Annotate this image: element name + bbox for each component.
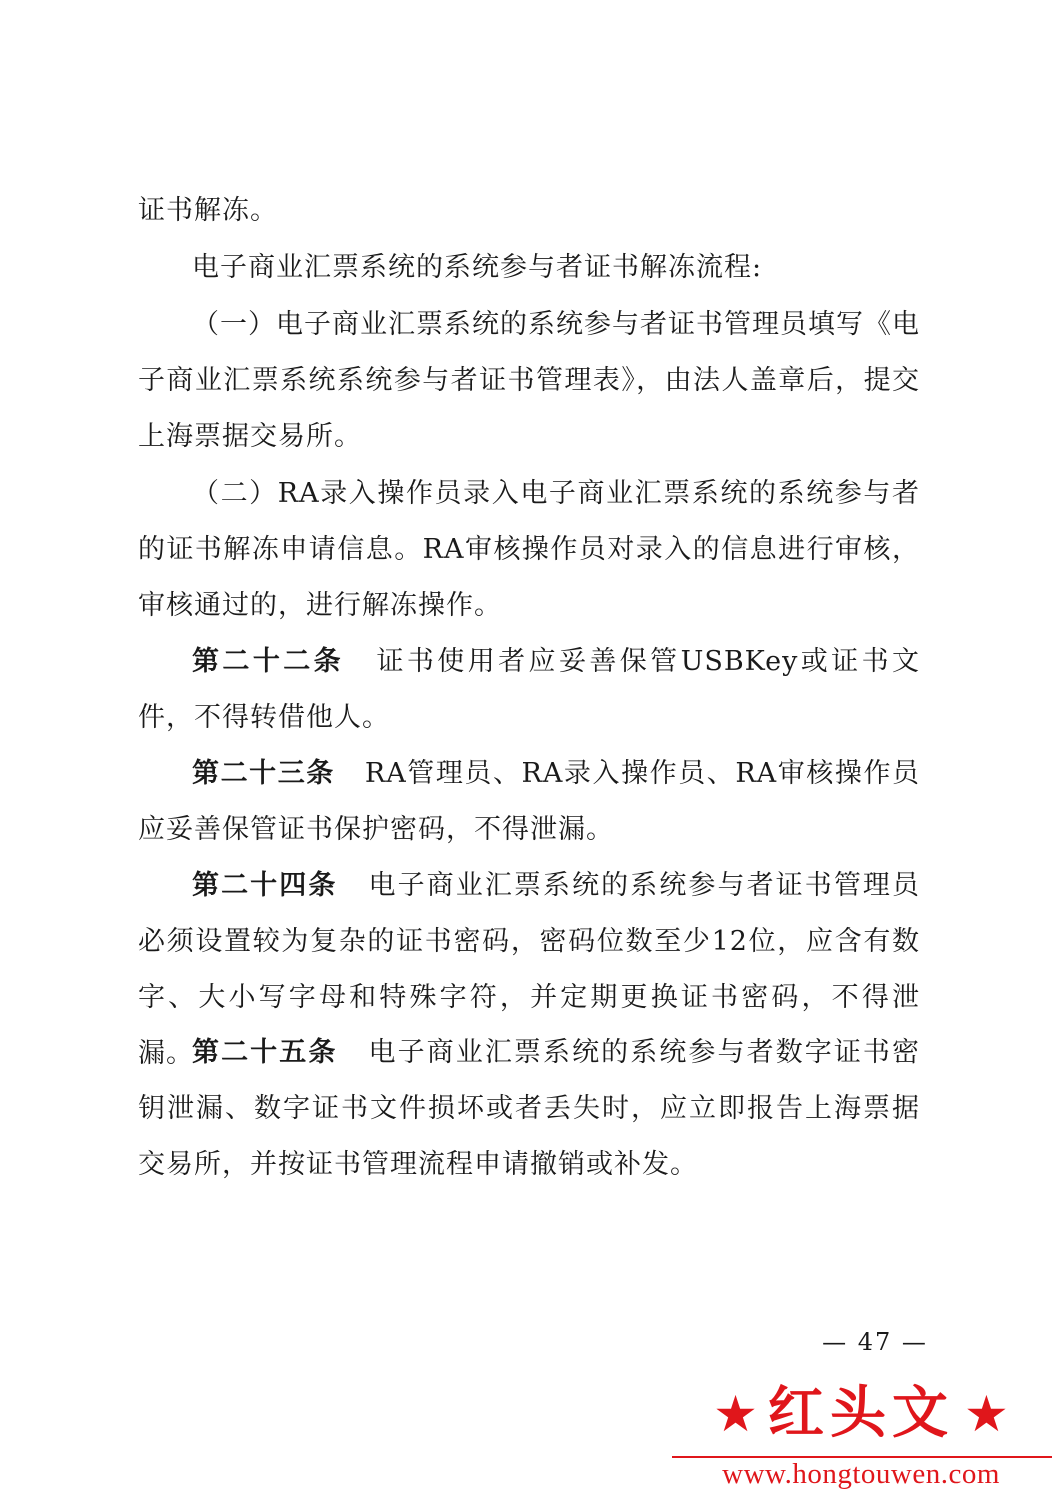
paragraph-procedure-intro: 电子商业汇票系统的系统参与者证书解冻流程:	[192, 252, 763, 283]
article-number: 第二十四条	[192, 870, 338, 901]
page-number: — 47 —	[822, 1328, 928, 1356]
article-text: RA管理员、RA录入操作员、RA审核操作员应妥善保管证书保护密码，不得泄漏。	[138, 758, 921, 845]
star-icon: ★	[713, 1385, 758, 1443]
article-text: 电子商业汇票系统的系统参与者数字证书密钥泄漏、数字证书文件损坏或者丢失时，应立即报告上海票据交易所，并按证书管理流程申请撤销或补发。	[138, 1037, 921, 1180]
paragraph-step-2: （二）RA录入操作员录入电子商业汇票系统的系统参与者的证书解冻申请信息。RA审核操作员对录入的信息进行审核，审核通过的，进行解冻操作。	[138, 478, 920, 621]
star-icon: ★	[964, 1385, 1009, 1443]
paragraph-step-1: （一）电子商业汇票系统的系统参与者证书管理员填写《电子商业汇票系统系统参与者证书管理表》，由法人盖章后，提交上海票据交易所。	[138, 309, 920, 452]
article-number: 第二十二条	[192, 646, 345, 677]
article-22	[138, 634, 920, 746]
article-25	[138, 1025, 920, 1193]
article-number: 第二十五条	[192, 1037, 338, 1068]
article-number: 第二十三条	[192, 758, 335, 789]
watermark-text: 红头文	[768, 1381, 954, 1446]
paragraph-continuation: 证书解冻。	[138, 195, 278, 226]
watermark-url: www.hongtouwen.com	[722, 1458, 1000, 1490]
watermark-title	[668, 1378, 1054, 1450]
article-text: 证书使用者应妥善保管USBKey或证书文件，不得转借他人。	[138, 646, 920, 733]
article-23	[138, 746, 920, 858]
watermark	[668, 1378, 1054, 1490]
article-text: 电子商业汇票系统的系统参与者证书管理员必须设置较为复杂的证书密码，密码位数至少12位，应含有数字、大小写字母和特殊字符，并定期更换证书密码，不得泄漏。	[138, 870, 921, 1069]
